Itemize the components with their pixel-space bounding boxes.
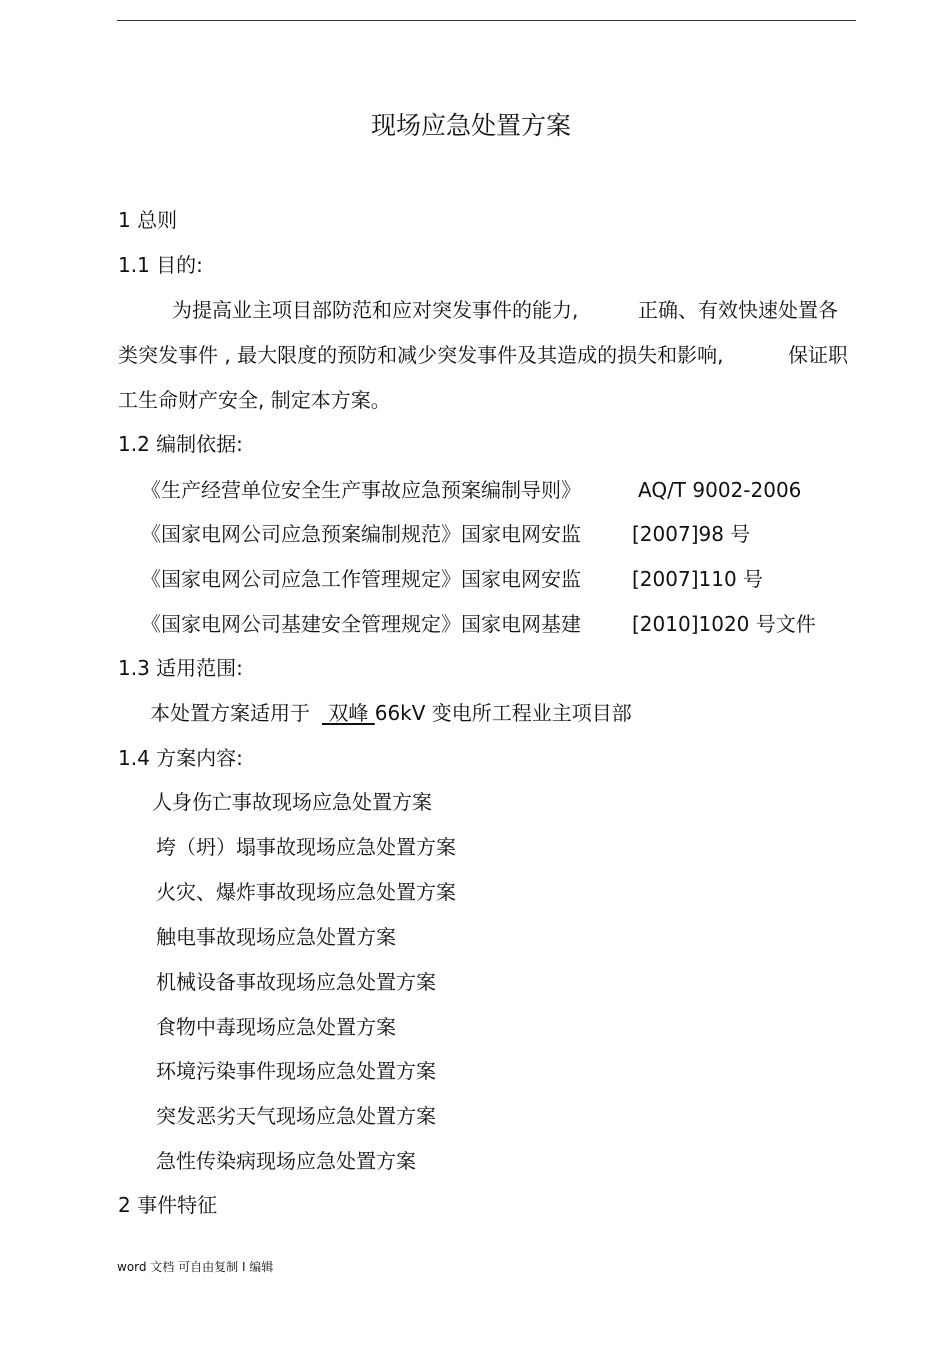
purpose-line-1a: 为提高业主项目部防范和应对突发事件的能力, — [172, 298, 579, 322]
plan-item: 人身伤亡事故现场应急处置方案 — [152, 790, 432, 814]
plan-item: 触电事故现场应急处置方案 — [156, 925, 396, 949]
section-2-heading: 2 事件特征 — [118, 1193, 218, 1217]
purpose-line-2a: 类突发事件 , 最大限度的预防和减少突发事件及其造成的损失和影响, — [118, 343, 724, 367]
basis-item-ref: [2010]1020 号文件 — [632, 612, 816, 636]
section-1-3-heading: 1.3 适用范围: — [118, 656, 243, 680]
page-footer: word 文档 可自由复制 I 编辑 — [117, 1260, 274, 1274]
basis-item-ref: [2007]98 号 — [632, 522, 751, 546]
purpose-line-2b: 保证职 — [788, 343, 848, 367]
plan-item: 火灾、爆炸事故现场应急处置方案 — [156, 880, 456, 904]
plan-item: 垮（坍）塌事故现场应急处置方案 — [156, 835, 456, 859]
page-title: 现场应急处置方案 — [371, 111, 572, 140]
purpose-line-3: 工生命财产安全, 制定本方案。 — [118, 388, 391, 412]
section-1-1-heading: 1.1 目的: — [118, 253, 203, 277]
basis-item-ref: AQ/T 9002-2006 — [638, 478, 802, 502]
plan-item: 机械设备事故现场应急处置方案 — [156, 970, 436, 994]
plan-item: 食物中毒现场应急处置方案 — [156, 1015, 396, 1039]
scope-project: 双峰 — [322, 701, 375, 725]
section-1-heading: 1 总则 — [118, 208, 178, 232]
purpose-line-1b: 正确、有效快速处置各 — [638, 298, 838, 322]
scope-prefix: 本处置方案适用于 — [150, 701, 310, 725]
basis-item-name: 《国家电网公司基建安全管理规定》国家电网基建 — [141, 612, 581, 636]
header-rule — [117, 20, 856, 21]
basis-item-name: 《生产经营单位安全生产事故应急预案编制导则》 — [141, 478, 581, 502]
basis-item-ref: [2007]110 号 — [632, 567, 764, 591]
section-1-2-heading: 1.2 编制依据: — [118, 432, 243, 456]
section-1-4-heading: 1.4 方案内容: — [118, 746, 243, 770]
plan-item: 急性传染病现场应急处置方案 — [156, 1149, 416, 1173]
basis-item-name: 《国家电网公司应急预案编制规范》国家电网安监 — [141, 522, 581, 546]
scope-line — [150, 700, 632, 726]
plan-item: 环境污染事件现场应急处置方案 — [156, 1059, 436, 1083]
scope-suffix: 66kV 变电所工程业主项目部 — [374, 701, 632, 725]
plan-item: 突发恶劣天气现场应急处置方案 — [156, 1104, 436, 1128]
basis-item-name: 《国家电网公司应急工作管理规定》国家电网安监 — [141, 567, 581, 591]
